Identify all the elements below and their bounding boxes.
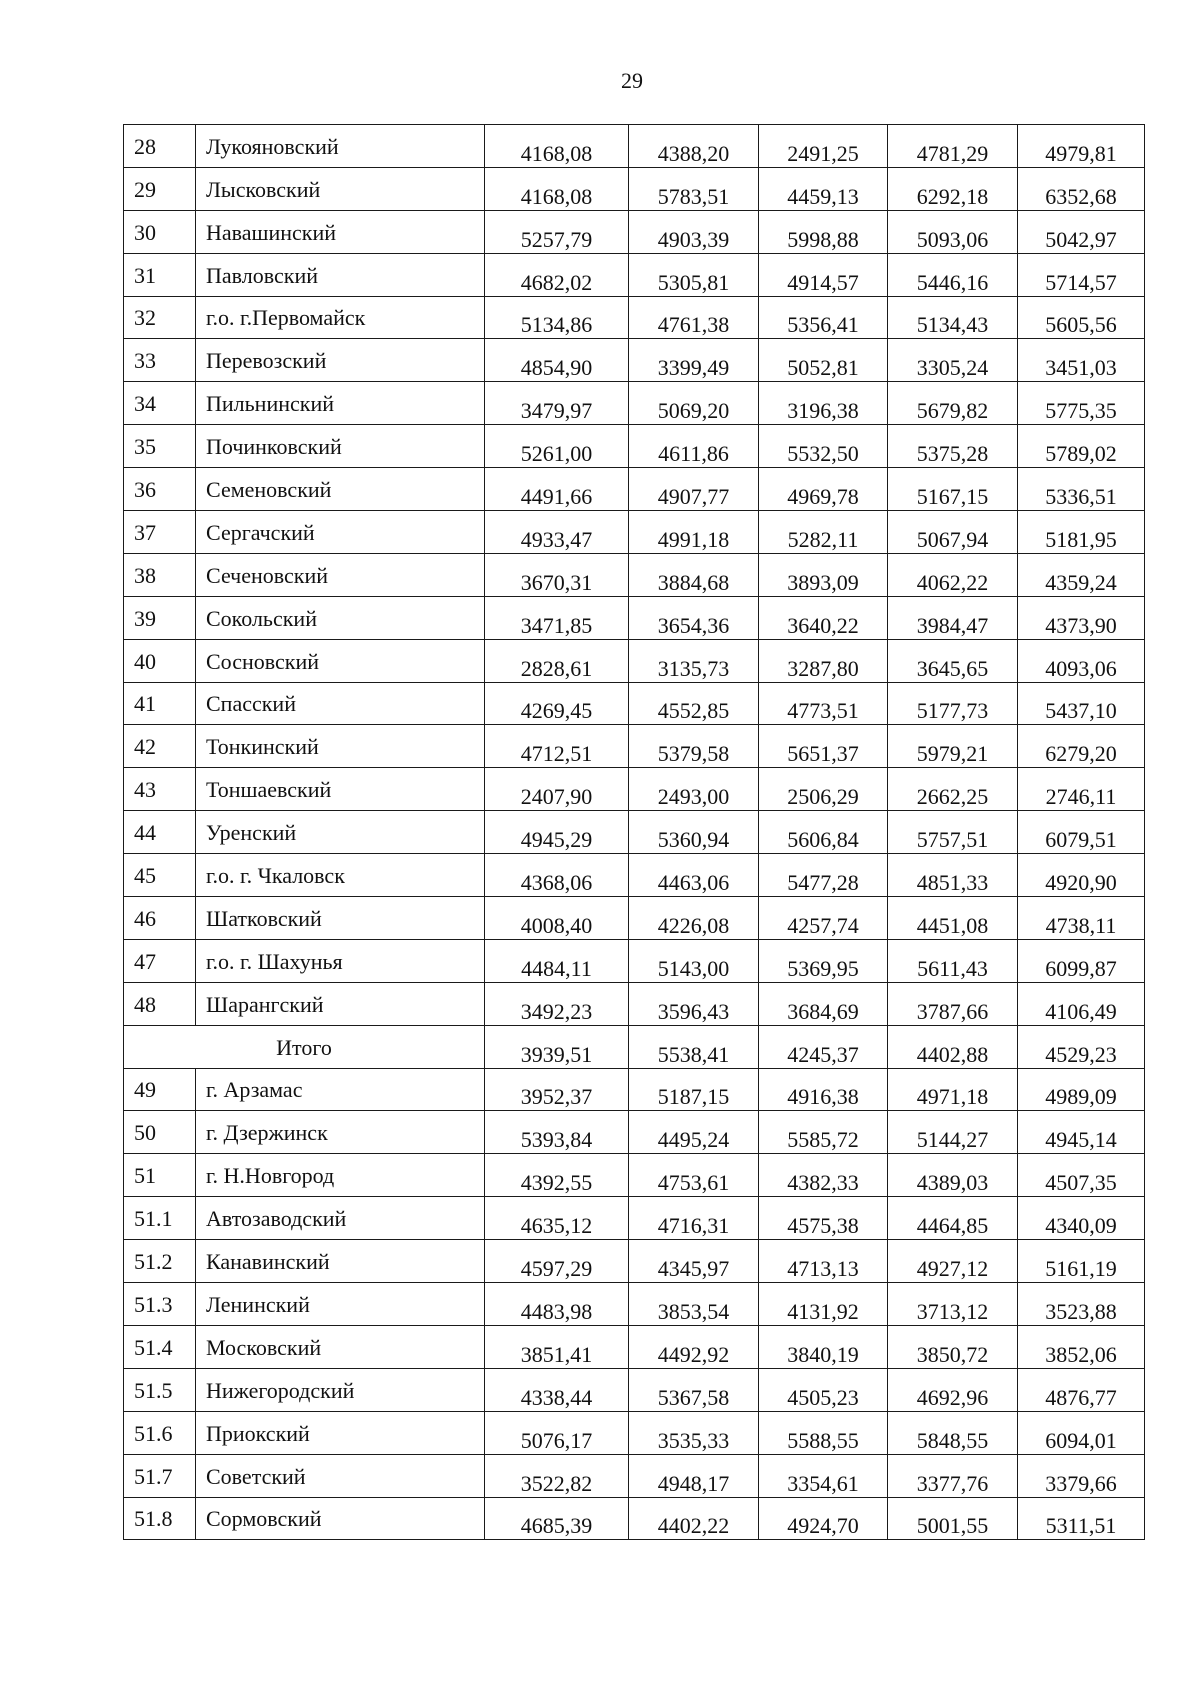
value-cell: 4495,24	[629, 1111, 759, 1154]
value-cell: 4927,12	[888, 1240, 1018, 1283]
row-number: 46	[124, 897, 196, 940]
value-cell: 4692,96	[888, 1368, 1018, 1411]
value-cell: 4168,08	[485, 125, 629, 168]
value-cell: 4106,49	[1018, 982, 1145, 1025]
value-cell: 4505,23	[759, 1368, 888, 1411]
row-number: 29	[124, 167, 196, 210]
district-name: Спасский	[196, 682, 485, 725]
value-cell: 4945,29	[485, 811, 629, 854]
value-cell: 5360,94	[629, 811, 759, 854]
value-cell: 4463,06	[629, 854, 759, 897]
district-name: Шарангский	[196, 982, 485, 1025]
value-cell: 4484,11	[485, 939, 629, 982]
value-cell: 3523,88	[1018, 1283, 1145, 1326]
value-cell: 5067,94	[888, 511, 1018, 554]
value-cell: 4093,06	[1018, 639, 1145, 682]
value-cell: 4738,11	[1018, 897, 1145, 940]
district-name: Нижегородский	[196, 1368, 485, 1411]
value-cell: 2407,90	[485, 768, 629, 811]
row-number: 51.8	[124, 1497, 196, 1540]
value-cell: 4492,92	[629, 1325, 759, 1368]
value-cell: 2662,25	[888, 768, 1018, 811]
value-cell: 3471,85	[485, 596, 629, 639]
row-number: 48	[124, 982, 196, 1025]
table-row	[124, 296, 1145, 339]
value-cell: 5393,84	[485, 1111, 629, 1154]
value-cell: 3984,47	[888, 596, 1018, 639]
value-cell: 4338,44	[485, 1368, 629, 1411]
table-row	[124, 382, 1145, 425]
value-cell: 3522,82	[485, 1454, 629, 1497]
value-cell: 4168,08	[485, 167, 629, 210]
value-cell: 5093,06	[888, 210, 1018, 253]
district-name: г.о. г. Чкаловск	[196, 854, 485, 897]
value-cell: 5538,41	[629, 1025, 759, 1068]
value-cell: 5379,58	[629, 725, 759, 768]
value-cell: 4359,24	[1018, 553, 1145, 596]
value-cell: 4464,85	[888, 1197, 1018, 1240]
table-row	[124, 1068, 1145, 1111]
district-name: Навашинский	[196, 210, 485, 253]
table-row	[124, 1197, 1145, 1240]
value-cell: 5069,20	[629, 382, 759, 425]
value-cell: 3851,41	[485, 1325, 629, 1368]
value-cell: 4948,17	[629, 1454, 759, 1497]
value-cell: 5336,51	[1018, 468, 1145, 511]
value-cell: 6352,68	[1018, 167, 1145, 210]
value-cell: 5167,15	[888, 468, 1018, 511]
value-cell: 5042,97	[1018, 210, 1145, 253]
row-number: 51.6	[124, 1411, 196, 1454]
value-cell: 5606,84	[759, 811, 888, 854]
value-cell: 5311,51	[1018, 1497, 1145, 1540]
value-cell: 4392,55	[485, 1154, 629, 1197]
value-cell: 5257,79	[485, 210, 629, 253]
row-number: 50	[124, 1111, 196, 1154]
value-cell: 5375,28	[888, 425, 1018, 468]
district-name: Сормовский	[196, 1497, 485, 1540]
table-row	[124, 811, 1145, 854]
value-cell: 4712,51	[485, 725, 629, 768]
value-cell: 5714,57	[1018, 253, 1145, 296]
district-name: Лукояновский	[196, 125, 485, 168]
row-number: 37	[124, 511, 196, 554]
value-cell: 4903,39	[629, 210, 759, 253]
value-cell: 5477,28	[759, 854, 888, 897]
district-name: Павловский	[196, 253, 485, 296]
row-number: 34	[124, 382, 196, 425]
table-row	[124, 982, 1145, 1025]
value-cell: 4945,14	[1018, 1111, 1145, 1154]
value-cell: 3479,97	[485, 382, 629, 425]
row-number: 30	[124, 210, 196, 253]
row-number: 39	[124, 596, 196, 639]
row-number: 51.2	[124, 1240, 196, 1283]
district-name: Канавинский	[196, 1240, 485, 1283]
value-cell: 3377,76	[888, 1454, 1018, 1497]
value-cell: 2746,11	[1018, 768, 1145, 811]
value-cell: 4969,78	[759, 468, 888, 511]
value-cell: 2493,00	[629, 768, 759, 811]
table-row	[124, 210, 1145, 253]
value-cell: 5144,27	[888, 1111, 1018, 1154]
value-cell: 5651,37	[759, 725, 888, 768]
row-number: 51	[124, 1154, 196, 1197]
district-name: Уренский	[196, 811, 485, 854]
value-cell: 4368,06	[485, 854, 629, 897]
table-row	[124, 1497, 1145, 1540]
value-cell: 3451,03	[1018, 339, 1145, 382]
table-row	[124, 1454, 1145, 1497]
value-cell: 4226,08	[629, 897, 759, 940]
table-row	[124, 596, 1145, 639]
value-cell: 6292,18	[888, 167, 1018, 210]
value-cell: 5134,86	[485, 296, 629, 339]
value-cell: 4916,38	[759, 1068, 888, 1111]
value-cell: 5757,51	[888, 811, 1018, 854]
value-cell: 4340,09	[1018, 1197, 1145, 1240]
district-name: г.о. г. Шахунья	[196, 939, 485, 982]
district-name: Перевозский	[196, 339, 485, 382]
total-row	[124, 1025, 1145, 1068]
row-number: 35	[124, 425, 196, 468]
table-row	[124, 425, 1145, 468]
value-cell: 4933,47	[485, 511, 629, 554]
district-name: Советский	[196, 1454, 485, 1497]
value-cell: 4575,38	[759, 1197, 888, 1240]
table-row	[124, 639, 1145, 682]
district-name: Шатковский	[196, 897, 485, 940]
value-cell: 4388,20	[629, 125, 759, 168]
value-cell: 6279,20	[1018, 725, 1145, 768]
value-cell: 3787,66	[888, 982, 1018, 1025]
value-cell: 4781,29	[888, 125, 1018, 168]
value-cell: 4389,03	[888, 1154, 1018, 1197]
value-cell: 3287,80	[759, 639, 888, 682]
value-cell: 4552,85	[629, 682, 759, 725]
row-number: 31	[124, 253, 196, 296]
value-cell: 4131,92	[759, 1283, 888, 1326]
value-cell: 3535,33	[629, 1411, 759, 1454]
value-cell: 5605,56	[1018, 296, 1145, 339]
district-name: г. Н.Новгород	[196, 1154, 485, 1197]
value-cell: 4373,90	[1018, 596, 1145, 639]
value-cell: 4597,29	[485, 1240, 629, 1283]
value-cell: 3654,36	[629, 596, 759, 639]
value-cell: 4924,70	[759, 1497, 888, 1540]
value-cell: 4491,66	[485, 468, 629, 511]
value-cell: 3354,61	[759, 1454, 888, 1497]
value-cell: 4914,57	[759, 253, 888, 296]
table-row	[124, 682, 1145, 725]
table-row	[124, 768, 1145, 811]
value-cell: 5134,43	[888, 296, 1018, 339]
value-cell: 4245,37	[759, 1025, 888, 1068]
value-cell: 4008,40	[485, 897, 629, 940]
table-row	[124, 167, 1145, 210]
value-cell: 3670,31	[485, 553, 629, 596]
value-cell: 5076,17	[485, 1411, 629, 1454]
value-cell: 4635,12	[485, 1197, 629, 1240]
district-name: Сокольский	[196, 596, 485, 639]
table-row	[124, 1111, 1145, 1154]
row-number: 51.4	[124, 1325, 196, 1368]
value-cell: 4402,22	[629, 1497, 759, 1540]
value-cell: 4920,90	[1018, 854, 1145, 897]
value-cell: 4761,38	[629, 296, 759, 339]
district-name: Семеновский	[196, 468, 485, 511]
value-cell: 4345,97	[629, 1240, 759, 1283]
value-cell: 5446,16	[888, 253, 1018, 296]
table-row	[124, 1368, 1145, 1411]
value-cell: 4971,18	[888, 1068, 1018, 1111]
value-cell: 2828,61	[485, 639, 629, 682]
table-row	[124, 468, 1145, 511]
value-cell: 4854,90	[485, 339, 629, 382]
total-label: Итого	[124, 1025, 485, 1068]
value-cell: 5367,58	[629, 1368, 759, 1411]
value-cell: 5143,00	[629, 939, 759, 982]
value-cell: 4402,88	[888, 1025, 1018, 1068]
value-cell: 5369,95	[759, 939, 888, 982]
value-cell: 4062,22	[888, 553, 1018, 596]
value-cell: 3305,24	[888, 339, 1018, 382]
table-row	[124, 511, 1145, 554]
value-cell: 5588,55	[759, 1411, 888, 1454]
value-cell: 5261,00	[485, 425, 629, 468]
table-row	[124, 253, 1145, 296]
value-cell: 5437,10	[1018, 682, 1145, 725]
value-cell: 3840,19	[759, 1325, 888, 1368]
row-number: 36	[124, 468, 196, 511]
value-cell: 6079,51	[1018, 811, 1145, 854]
table-row	[124, 854, 1145, 897]
value-cell: 4876,77	[1018, 1368, 1145, 1411]
table-row	[124, 1154, 1145, 1197]
district-name: г. Арзамас	[196, 1068, 485, 1111]
district-name: Тоншаевский	[196, 768, 485, 811]
value-cell: 4685,39	[485, 1497, 629, 1540]
district-name: Сосновский	[196, 639, 485, 682]
row-number: 32	[124, 296, 196, 339]
table-row	[124, 1325, 1145, 1368]
district-name: Тонкинский	[196, 725, 485, 768]
data-table	[123, 124, 1145, 1540]
value-cell: 3852,06	[1018, 1325, 1145, 1368]
value-cell: 3640,22	[759, 596, 888, 639]
value-cell: 3713,12	[888, 1283, 1018, 1326]
table-row	[124, 1283, 1145, 1326]
value-cell: 3399,49	[629, 339, 759, 382]
value-cell: 4713,13	[759, 1240, 888, 1283]
value-cell: 5187,15	[629, 1068, 759, 1111]
value-cell: 3939,51	[485, 1025, 629, 1068]
row-number: 44	[124, 811, 196, 854]
value-cell: 5979,21	[888, 725, 1018, 768]
row-number: 40	[124, 639, 196, 682]
table-row	[124, 1240, 1145, 1283]
table-row	[124, 339, 1145, 382]
value-cell: 3492,23	[485, 982, 629, 1025]
table-body	[124, 125, 1145, 1540]
value-cell: 3884,68	[629, 553, 759, 596]
value-cell: 5356,41	[759, 296, 888, 339]
table-row	[124, 125, 1145, 168]
row-number: 28	[124, 125, 196, 168]
value-cell: 3135,73	[629, 639, 759, 682]
row-number: 51.1	[124, 1197, 196, 1240]
district-name: Сеченовский	[196, 553, 485, 596]
row-number: 51.3	[124, 1283, 196, 1326]
row-number: 33	[124, 339, 196, 382]
table-row	[124, 725, 1145, 768]
value-cell: 4907,77	[629, 468, 759, 511]
value-cell: 5282,11	[759, 511, 888, 554]
value-cell: 6099,87	[1018, 939, 1145, 982]
page-number: 29	[621, 68, 643, 93]
value-cell: 3893,09	[759, 553, 888, 596]
district-name: г.о. г.Первомайск	[196, 296, 485, 339]
value-cell: 5001,55	[888, 1497, 1018, 1540]
value-cell: 4773,51	[759, 682, 888, 725]
value-cell: 5783,51	[629, 167, 759, 210]
value-cell: 4483,98	[485, 1283, 629, 1326]
value-cell: 5177,73	[888, 682, 1018, 725]
row-number: 51.7	[124, 1454, 196, 1497]
value-cell: 4753,61	[629, 1154, 759, 1197]
row-number: 41	[124, 682, 196, 725]
district-name: Ленинский	[196, 1283, 485, 1326]
district-name: г. Дзержинск	[196, 1111, 485, 1154]
value-cell: 5998,88	[759, 210, 888, 253]
value-cell: 4257,74	[759, 897, 888, 940]
value-cell: 4979,81	[1018, 125, 1145, 168]
row-number: 43	[124, 768, 196, 811]
value-cell: 3853,54	[629, 1283, 759, 1326]
district-name: Пильнинский	[196, 382, 485, 425]
value-cell: 2491,25	[759, 125, 888, 168]
row-number: 49	[124, 1068, 196, 1111]
value-cell: 4451,08	[888, 897, 1018, 940]
district-name: Починковский	[196, 425, 485, 468]
value-cell: 5611,43	[888, 939, 1018, 982]
value-cell: 3952,37	[485, 1068, 629, 1111]
value-cell: 5532,50	[759, 425, 888, 468]
value-cell: 2506,29	[759, 768, 888, 811]
value-cell: 4682,02	[485, 253, 629, 296]
district-name: Лысковский	[196, 167, 485, 210]
value-cell: 5305,81	[629, 253, 759, 296]
value-cell: 4851,33	[888, 854, 1018, 897]
value-cell: 4611,86	[629, 425, 759, 468]
district-name: Сергачский	[196, 511, 485, 554]
value-cell: 5848,55	[888, 1411, 1018, 1454]
value-cell: 5679,82	[888, 382, 1018, 425]
value-cell: 5161,19	[1018, 1240, 1145, 1283]
value-cell: 4991,18	[629, 511, 759, 554]
table-row	[124, 897, 1145, 940]
table-row	[124, 939, 1145, 982]
value-cell: 6094,01	[1018, 1411, 1145, 1454]
district-name: Московский	[196, 1325, 485, 1368]
row-number: 47	[124, 939, 196, 982]
value-cell: 5181,95	[1018, 511, 1145, 554]
row-number: 42	[124, 725, 196, 768]
value-cell: 3645,65	[888, 639, 1018, 682]
value-cell: 5775,35	[1018, 382, 1145, 425]
value-cell: 3596,43	[629, 982, 759, 1025]
value-cell: 3850,72	[888, 1325, 1018, 1368]
table-row	[124, 1411, 1145, 1454]
value-cell: 4269,45	[485, 682, 629, 725]
value-cell: 3684,69	[759, 982, 888, 1025]
district-name: Приокский	[196, 1411, 485, 1454]
value-cell: 5789,02	[1018, 425, 1145, 468]
value-cell: 5052,81	[759, 339, 888, 382]
row-number: 51.5	[124, 1368, 196, 1411]
value-cell: 4507,35	[1018, 1154, 1145, 1197]
value-cell: 4716,31	[629, 1197, 759, 1240]
value-cell: 4382,33	[759, 1154, 888, 1197]
value-cell: 5585,72	[759, 1111, 888, 1154]
value-cell: 3196,38	[759, 382, 888, 425]
district-name: Автозаводский	[196, 1197, 485, 1240]
row-number: 38	[124, 553, 196, 596]
row-number: 45	[124, 854, 196, 897]
value-cell: 4989,09	[1018, 1068, 1145, 1111]
value-cell: 4529,23	[1018, 1025, 1145, 1068]
value-cell: 4459,13	[759, 167, 888, 210]
table-row	[124, 553, 1145, 596]
value-cell: 3379,66	[1018, 1454, 1145, 1497]
